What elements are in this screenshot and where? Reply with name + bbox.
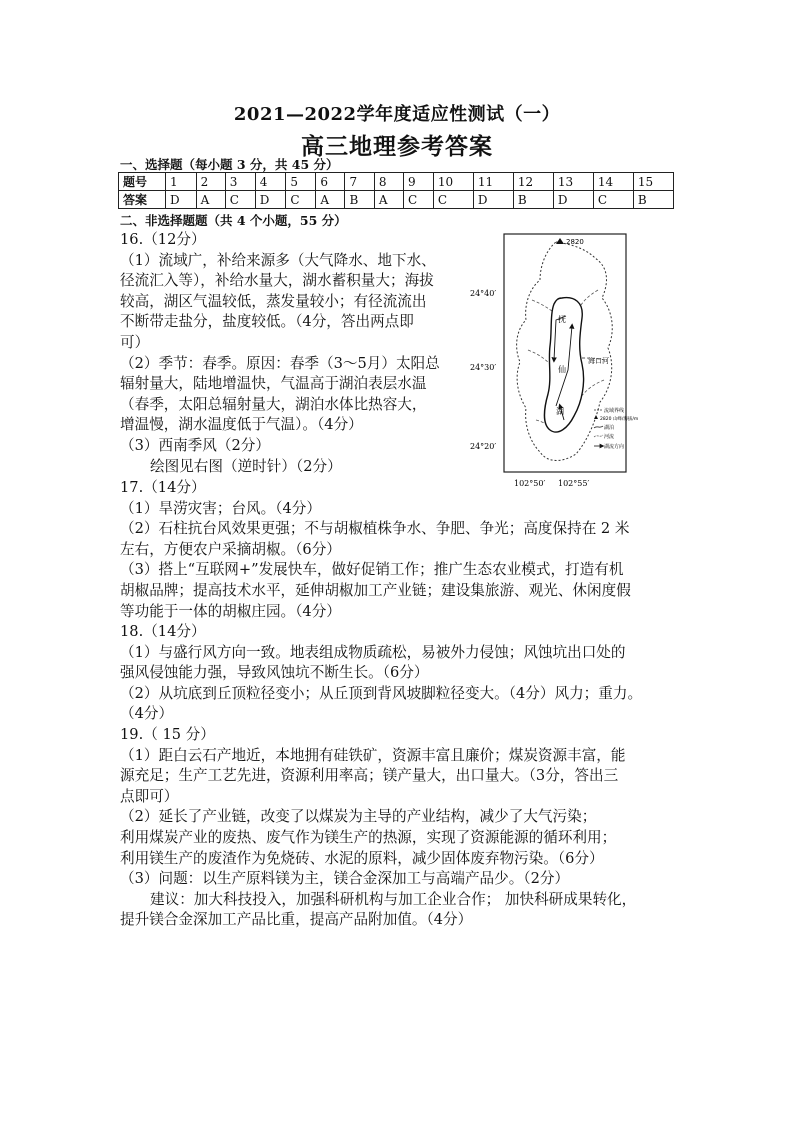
table-cell: C — [403, 191, 433, 209]
table-cell: D — [255, 191, 286, 209]
table-cell: A — [374, 191, 403, 209]
answer-line: （3）西南季风（2分） — [120, 436, 270, 454]
answer-line: 强风侵蚀能力强，导致风蚀坑不断生长。（6分） — [120, 664, 429, 682]
question-16 — [120, 230, 470, 477]
answer-line: （春季，太阳总辐射量大，湖泊水体比热容大， — [120, 395, 427, 413]
table-cell: 7 — [345, 173, 374, 191]
legend-item: 湖泊 — [604, 425, 615, 431]
answer-line: 等功能于一体的胡椒庄园。（4分） — [120, 602, 341, 620]
table-cell: A — [196, 191, 225, 209]
table-cell: 4 — [255, 173, 286, 191]
answer-line: 点即可） — [120, 787, 179, 805]
answer-line: 胡椒品牌；提高技术水平，延伸胡椒加工产业链；建设集旅游、观光、休闲度假 — [120, 581, 631, 599]
answer-line: 绘图见右图（逆时针）（2分） — [150, 457, 342, 475]
table-cell: D — [553, 191, 593, 209]
lon-label: 102°50′ — [514, 479, 546, 488]
table-cell: D — [473, 191, 513, 209]
question-18 — [120, 622, 690, 725]
place-label: 海口河 — [588, 357, 609, 365]
answer-line: 增温慢，湖水温度低于气温）。（4分） — [120, 416, 363, 434]
answer-line: （3）搭上“互联网+”发展快车，做好促销工作；推广生态农业模式，打造有机 — [120, 561, 624, 579]
answer-line: （1）流域广，补给来源多（大气降水、地下水、 — [120, 251, 436, 269]
answer-table — [118, 172, 674, 209]
table-cell: 14 — [593, 173, 633, 191]
answer-line: （1）与盛行风方向一致。地表组成物质疏松，易被外力侵蚀；风蚀坑出口处的 — [120, 643, 626, 661]
answer-line: （4分） — [120, 705, 174, 723]
table-cell: 13 — [553, 173, 593, 191]
answer-line: （2）石柱抗台风效果更强；不与胡椒植株争水、争肥、争光；高度保持在 2 米 — [120, 520, 630, 538]
answer-line: 利用煤炭产业的废热、废气作为镁生产的热源，实现了资源能源的循环利用； — [120, 828, 617, 846]
table-cell: 10 — [433, 173, 473, 191]
question-18-head: 18.（14分） — [120, 623, 206, 640]
answer-line: 径流汇入等），补给水量大，湖水蓄积量大；海拔 — [120, 272, 434, 290]
lat-label: 24°20′ — [470, 442, 497, 451]
answer-line: 建议：加大科技投入，加强科研机构与加工企业合作； 加快科研成果转化， — [150, 890, 637, 908]
table-cell: D — [166, 191, 197, 209]
answer-line: （2）季节：春季。原因：春季（3～5月）太阳总 — [120, 354, 440, 372]
answer-line: 左右，方便农户采摘胡椒。（6分） — [120, 540, 341, 558]
table-cell: 8 — [374, 173, 403, 191]
lon-label: 102°55′ — [558, 479, 590, 488]
table-cell: 12 — [513, 173, 553, 191]
lake-map-svg — [470, 230, 639, 492]
legend-item: 2820 山峰/海拔/m — [600, 417, 639, 422]
lake-char: 抚 — [558, 315, 566, 324]
row-label-answer: 答案 — [119, 191, 166, 209]
table-cell: C — [433, 191, 473, 209]
answer-line: （2）从坑底到丘顶粒径变小；从丘顶到背风坡脚粒径变大。（4分）风力；重力。 — [120, 684, 643, 702]
legend-item: 流域界线 — [604, 408, 625, 414]
table-cell: 1 — [166, 173, 197, 191]
lake-map — [470, 230, 639, 492]
question-17 — [120, 478, 690, 622]
legend-item: 河流 — [604, 434, 615, 440]
answer-line: 较高，湖区气温较低，蒸发量较小；有径流流出 — [120, 292, 427, 310]
peak-label: 2820 — [566, 238, 584, 246]
exam-title: 2021—2022学年度适应性测试（一） — [233, 104, 561, 125]
table-cell: 9 — [403, 173, 433, 191]
section-2-heading: 二、非选择题题（共 4 个小题，55 分） — [120, 213, 347, 228]
table-cell: 2 — [196, 173, 225, 191]
table-cell: 3 — [225, 173, 255, 191]
question-16-head: 16.（12分） — [120, 231, 206, 248]
lake-char: 仙 — [558, 365, 566, 374]
table-cell: B — [345, 191, 374, 209]
row-label-number: 题号 — [119, 173, 166, 191]
answer-line: （1）旱涝灾害；台风。（4分） — [120, 499, 321, 517]
table-cell: 15 — [633, 173, 673, 191]
lake-char: 湖 — [556, 407, 564, 416]
answer-line: 源充足；生产工艺先进，资源利用率高；镁产量大，出口量大。（3分，答出三 — [120, 767, 619, 785]
section-1-heading: 一、选择题（每小题 3 分，共 45 分） — [120, 157, 339, 172]
table-cell: 6 — [316, 173, 345, 191]
table-cell: C — [593, 191, 633, 209]
answer-line: 可） — [120, 333, 150, 351]
table-row-answers — [119, 191, 674, 209]
question-19 — [120, 725, 690, 931]
table-row-numbers — [119, 173, 674, 191]
table-cell: A — [316, 191, 345, 209]
answer-line: （2）延长了产业链，改变了以煤炭为主导的产业结构，减少了大气污染； — [120, 808, 597, 826]
question-17-head: 17.（14分） — [120, 479, 206, 496]
table-cell: C — [225, 191, 255, 209]
table-cell: C — [286, 191, 316, 209]
answer-line: 提升镁合金深加工产品比重，提高产品附加值。（4分） — [120, 911, 473, 929]
answer-line: 不断带走盐分，盐度较低。（4分，答出两点即 — [120, 313, 414, 331]
page-title: 高三地理参考答案 — [301, 133, 493, 160]
answer-line: （3）问题：以生产原料镁为主，镁合金深加工与高端产品少。（2分） — [120, 870, 570, 888]
table-cell: B — [513, 191, 553, 209]
lat-label: 24°40′ — [470, 289, 497, 298]
answer-line: （1）距白云石产地近，本地拥有硅铁矿，资源丰富且廉价；煤炭资源丰富，能 — [120, 746, 626, 764]
table-cell: 5 — [286, 173, 316, 191]
answer-line: 利用镁生产的废渣作为免烧砖、水泥的原料，减少固体废弃物污染。（6分） — [120, 849, 604, 867]
answer-line: 辐射量大，陆地增温快，气温高于湖泊表层水温 — [120, 375, 427, 393]
legend-item: 湖流方向 — [604, 444, 625, 450]
lat-label: 24°30′ — [470, 363, 497, 372]
table-cell: 11 — [473, 173, 513, 191]
table-cell: B — [633, 191, 673, 209]
question-19-head: 19.（ 15 分） — [120, 726, 215, 743]
